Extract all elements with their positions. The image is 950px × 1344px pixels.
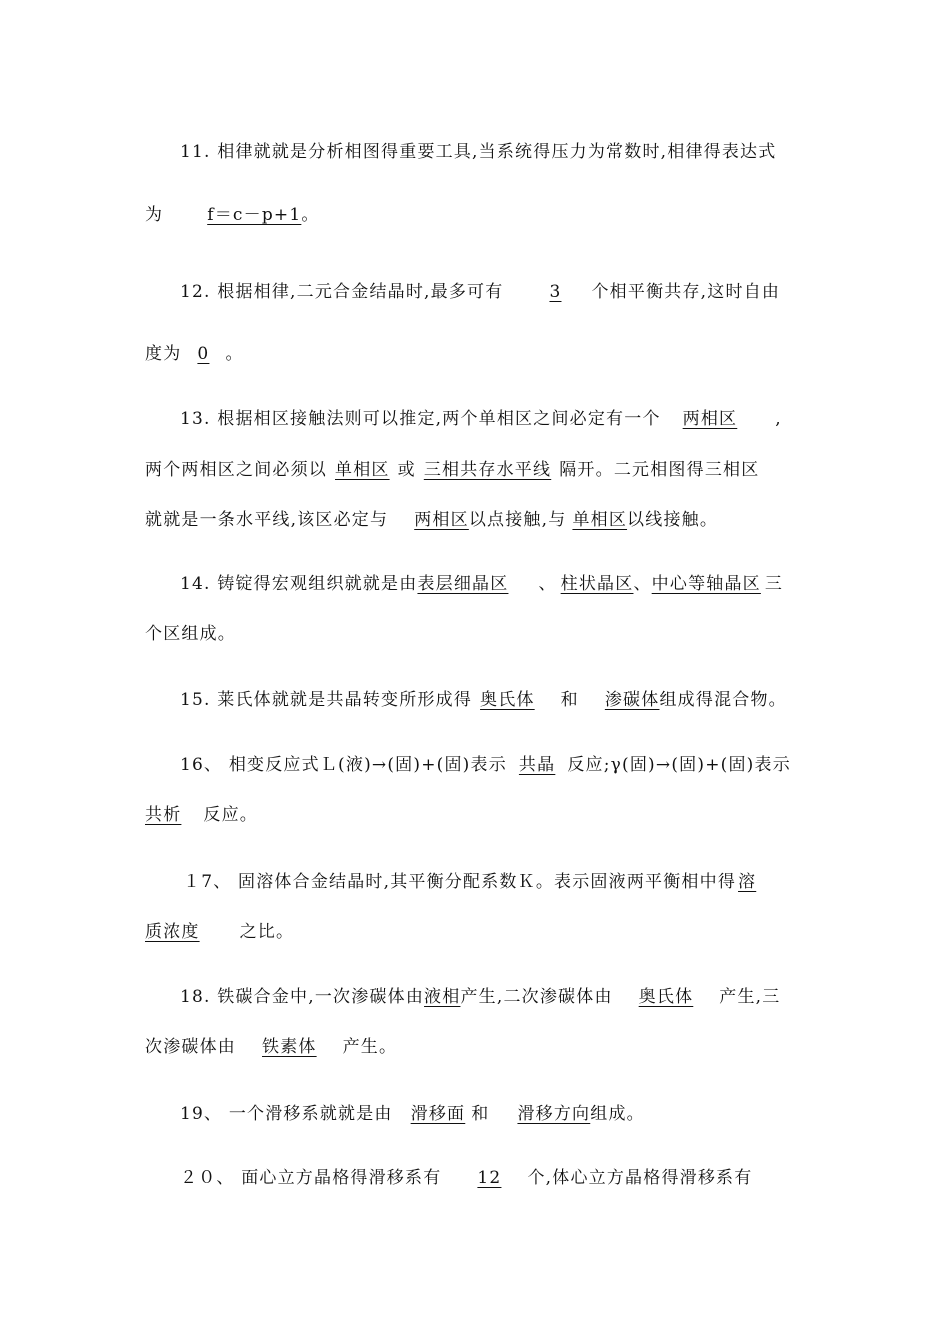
q13-answer: 单相区 — [572, 510, 628, 530]
q16-line2 — [145, 803, 258, 827]
q16-answer-blank — [145, 805, 203, 825]
q14-answer-blank — [417, 574, 530, 594]
q14-answer-blank — [652, 574, 761, 594]
q16-line1 — [180, 753, 791, 777]
q16-text: 反应;γ(固)→(固)+(固)表示 — [567, 755, 791, 775]
q20-answer-blank — [441, 1168, 527, 1188]
q19-text: 19、 一个滑移系就就是由 — [180, 1104, 393, 1124]
q13-answer-blank — [388, 510, 469, 530]
q12-end: 。 — [225, 344, 244, 364]
q19-text: 组成。 — [590, 1104, 645, 1124]
q16-answer: 共晶 — [518, 755, 556, 775]
q18-answer-blank — [424, 987, 460, 1007]
q20-text: ２０、 面心立方晶格得滑移系有 — [180, 1168, 442, 1188]
q11-text: 11. 相律就就是分析相图得重要工具,当系统得压力为常数时,相律得表达式 — [180, 142, 777, 162]
q11-answer-blank — [163, 205, 301, 225]
q13-text: 以点接触,与 — [468, 510, 567, 530]
q13-answer-blank — [566, 510, 627, 530]
q13-answer: 三相共存水平线 — [423, 460, 552, 480]
q16-answer: 共析 — [145, 805, 182, 825]
q15-answer-blank — [579, 690, 660, 710]
q16-answer-blank — [507, 755, 567, 775]
q19-answer: 滑移方向 — [517, 1104, 591, 1124]
q12-line2 — [145, 342, 244, 366]
q18-answer-blank — [613, 987, 720, 1007]
q12-answer: 3 — [549, 282, 562, 302]
q13-answer: 单相区 — [335, 460, 390, 480]
q14-answer: 柱状晶区 — [560, 574, 634, 594]
q11-end: 。 — [301, 205, 320, 225]
q18-line1 — [180, 985, 781, 1009]
q13-text: 隔开。二元相图得三相区 — [559, 460, 760, 480]
q11-line2 — [145, 203, 320, 227]
q13-answer-blank — [416, 460, 559, 480]
q13-answer: 两相区 — [414, 510, 469, 530]
q17-answer: 质浓度 — [145, 922, 200, 942]
q18-answer: 铁素体 — [262, 1037, 317, 1057]
q14-text: 个区组成。 — [145, 624, 236, 644]
q13-answer-blank — [327, 460, 398, 480]
q13-text: 以线接触。 — [627, 510, 719, 530]
q17-line2 — [145, 920, 294, 944]
q18-line2 — [145, 1035, 397, 1059]
q20-answer: 12 — [477, 1168, 502, 1188]
q19-answer-blank — [393, 1104, 472, 1124]
q14-separator: 、 — [538, 574, 557, 594]
q13-line3 — [145, 508, 718, 532]
q14-answer-blank — [557, 574, 634, 594]
q18-answer-blank — [236, 1037, 343, 1057]
q11-answer: f＝c－p+1 — [207, 205, 302, 225]
q14-text: 14. 铸锭得宏观组织就就是由 — [180, 574, 418, 594]
q19-answer-blank — [489, 1104, 590, 1124]
q12-answer-blank — [181, 344, 225, 364]
q14-answer: 中心等轴晶区 — [651, 574, 761, 594]
q14-line2 — [145, 622, 236, 646]
q11-text: 为 — [145, 205, 164, 225]
q13-line1 — [180, 407, 782, 431]
q12-line1 — [180, 280, 780, 304]
q14-line1 — [180, 572, 783, 596]
q15-text: 15. 莱氏体就就是共晶转变所形成得 — [180, 690, 473, 710]
q14-answer: 表层细晶区 — [417, 574, 509, 594]
q17-answer: 溶 — [738, 872, 757, 892]
q18-answer: 奥氏体 — [638, 987, 694, 1007]
q17-text: １7、 固溶体合金结晶时,其平衡分配系数Ｋ。表示固液两平衡相中得 — [183, 872, 737, 892]
q18-text: 18. 铁碳合金中,一次渗碳体由 — [180, 987, 425, 1007]
q12-text: 度为 — [145, 344, 182, 364]
q12-text: 12. 根据相律,二元合金结晶时,最多可有 — [180, 282, 504, 302]
q15-line1 — [180, 688, 787, 712]
q16-text: 16、 相变反应式Ｌ(液)→(固)+(固)表示 — [180, 755, 507, 775]
q14-text: 三 — [764, 574, 784, 594]
q15-text: 组成得混合物。 — [659, 690, 787, 710]
q12-answer-blank — [503, 282, 591, 302]
q19-text: 和 — [471, 1104, 490, 1124]
q12-text: 个相平衡共存,这时自由 — [591, 282, 781, 302]
q13-text: 13. 根据相区接触法则可以推定,两个单相区之间必定有一个 — [180, 409, 661, 429]
q18-answer: 液相 — [424, 987, 461, 1007]
q13-text: 两个两相区之间必须以 — [145, 460, 327, 480]
q17-answer-blank — [738, 872, 756, 892]
q16-text: 反应。 — [203, 805, 259, 825]
q14-separator: 、 — [633, 574, 652, 594]
q15-answer-blank — [472, 690, 561, 710]
q20-line1 — [180, 1166, 752, 1190]
q17-text: 之比。 — [239, 922, 295, 942]
q13-answer: 两相区 — [682, 409, 738, 429]
q11-line1 — [180, 140, 776, 164]
q17-answer-blank — [145, 922, 240, 942]
q19-line1 — [180, 1102, 645, 1126]
q13-text: 就就是一条水平线,该区必定与 — [145, 510, 389, 530]
q13-line2 — [145, 458, 759, 482]
q13-text: 或 — [397, 460, 416, 480]
q15-answer: 奥氏体 — [480, 690, 535, 710]
q15-answer: 渗碳体 — [604, 690, 660, 710]
q12-answer: 0 — [197, 344, 210, 364]
q13-answer-blank — [661, 409, 776, 429]
q18-text: 产生。 — [342, 1037, 398, 1057]
q18-text: 次渗碳体由 — [145, 1037, 236, 1057]
q15-text: 和 — [560, 690, 579, 710]
q19-answer: 滑移面 — [410, 1104, 466, 1124]
q20-text: 个,体心立方晶格得滑移系有 — [527, 1168, 753, 1188]
q18-text: 产生,二次渗碳体由 — [460, 987, 613, 1007]
q13-text: , — [775, 409, 782, 429]
q17-line1 — [183, 870, 756, 894]
q18-text: 产生,三 — [719, 987, 781, 1007]
